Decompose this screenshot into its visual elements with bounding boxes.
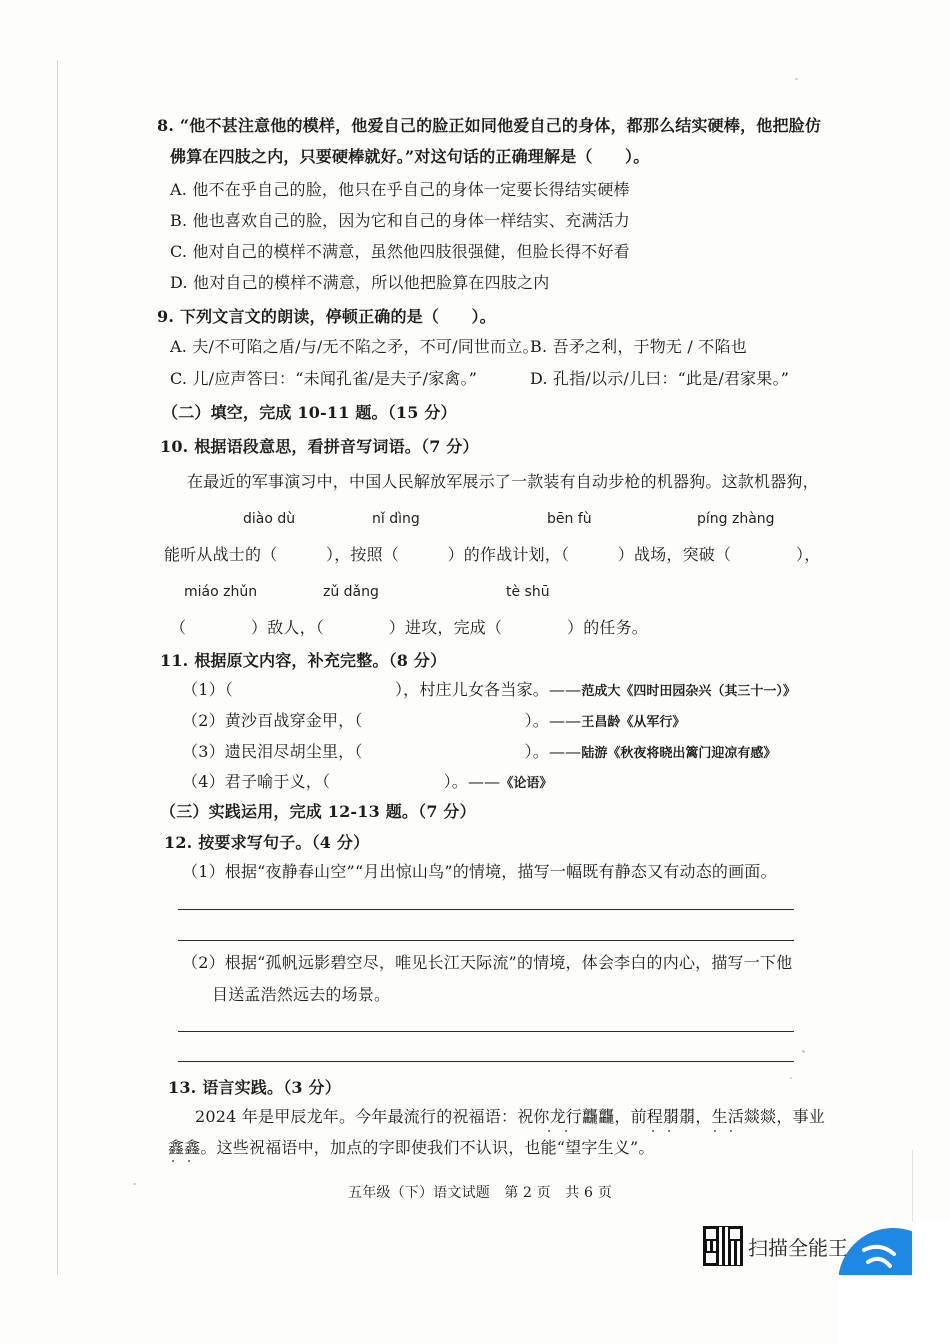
q10-intro: 在最近的军事演习中，中国人民解放军展示了一款装有自动步枪的机器狗。这款机器狗， [187, 472, 819, 491]
emphasis-dot [714, 1130, 716, 1132]
section-2-heading: （二）填空，完成 10-11 题。（15 分） [162, 403, 457, 422]
pinyin-miao-zhun: miáo zhǔn [184, 584, 258, 600]
page-footer: 五年级（下）语文试题 第 2 页 共 6 页 [348, 1185, 613, 1201]
scanner-app-label: 扫描全能王 [748, 1236, 848, 1260]
q10-line3: （ ）敌人，（ ）进攻，完成（ ）的任务。 [170, 618, 649, 637]
camscanner-logo-icon [860, 1244, 900, 1274]
q8-option-d: D. 他对自己的模样不满意，所以他把脸算在四肢之内 [170, 273, 550, 292]
q11-item-2-source: 王昌龄《从军行》 [581, 715, 686, 730]
q12-prompt-1: （1）根据“夜静春山空”“月出惊山鸟”的情境，描写一幅既有静态又有动态的画面。 [182, 862, 777, 881]
scan-speck [133, 1183, 136, 1185]
q10-stem: 10. 根据语段意思，看拼音写词语。（7 分） [160, 437, 479, 456]
q11-item-1-source: 范成大《四时田园杂兴（其三十一）》 [581, 684, 796, 699]
q12-prompt-2b: 目送孟浩然远去的场景。 [212, 985, 391, 1004]
pinyin-ben-fu: bēn fù [547, 511, 592, 527]
q11-item-3-text: （3）遗民泪尽胡尘里，（ ）。—— [182, 742, 582, 761]
emphasis-dot [668, 1130, 670, 1132]
scan-speck [790, 1077, 792, 1079]
q10-line2: 能听从战士的（ ），按照（ ）的作战计划，（ ）战场，突破（ ）， [164, 545, 821, 564]
q11-item-1-text: （1）（ ），村庄儿女各当家。—— [182, 680, 582, 699]
q11-item-4 [182, 772, 552, 794]
qr-code-icon [703, 1226, 743, 1266]
q11-item-2 [182, 711, 685, 733]
pinyin-ping-zhang: píng zhàng [697, 511, 775, 527]
q11-item-2-text: （2）黄沙百战穿金甲，（ ）。—— [182, 711, 582, 730]
qr-corner [704, 1251, 718, 1265]
q12-stem: 12. 按要求写句子。（4 分） [164, 833, 370, 852]
scan-edge-left [57, 60, 58, 1275]
q9-option-a: A. 夫/不可陷之盾/与/无不陷之矛，不可/同世而立。 [170, 337, 539, 356]
q11-item-1 [182, 680, 796, 702]
emphasis-dot [548, 1130, 550, 1132]
emphasis-dot [188, 1160, 190, 1162]
q8-option-b: B. 他也喜欢自己的脸，因为它和自己的身体一样结实、充满活力 [170, 211, 630, 230]
answer-line-1[interactable] [178, 909, 794, 910]
q9-option-c: C. 儿/应声答曰：“未闻孔雀/是夫子/家禽。” [170, 369, 478, 388]
q13-line2: 鑫鑫。这些祝福语中，加点的字即使我们不认识，也能“望字生义”。 [168, 1138, 655, 1157]
scan-speck [795, 78, 798, 80]
q9-option-b: B. 吾矛之利，于物无 / 不陷也 [530, 337, 747, 356]
answer-line-4[interactable] [178, 1061, 794, 1062]
q8-option-c: C. 他对自己的模样不满意，虽然他四肢很强健，但脸长得不好看 [170, 242, 630, 261]
qr-corner [728, 1227, 742, 1241]
q9-stem: 9. 下列文言文的朗读，停顿正确的是（ ）。 [157, 307, 496, 326]
section-3-heading: （三）实践运用，完成 12-13 题。（7 分） [160, 802, 476, 821]
emphasis-dot [652, 1130, 654, 1132]
emphasis-dot [565, 1130, 567, 1132]
pinyin-ni-ding: nǐ dìng [372, 511, 420, 527]
q8-line1: 8. “他不甚注意他的模样，他爱自己的脸正如同他爱自己的身体，都那么结实硬棒，他把脸仿 [157, 116, 822, 135]
q11-item-3 [182, 742, 776, 764]
q11-item-4-source: 《论语》 [500, 776, 553, 791]
q11-item-4-text: （4）君子喻于义，（ ）。—— [182, 772, 501, 791]
emphasis-dot [172, 1160, 174, 1162]
q13-stem: 13. 语言实践。（3 分） [168, 1078, 341, 1097]
q8-line2: 佛算在四肢之内，只要硬棒就好。”对这句话的正确理解是（ ）。 [170, 147, 650, 166]
scan-speck [802, 1050, 805, 1053]
q9-option-d: D. 孔指/以示/儿曰：“此是/君家果。” [530, 369, 790, 388]
q11-item-3-source: 陆游《秋夜将晓出篱门迎凉有感》 [581, 746, 777, 761]
answer-line-3[interactable] [178, 1031, 794, 1032]
q11-stem: 11. 根据原文内容，补充完整。（8 分） [160, 651, 447, 670]
q12-prompt-2a: （2）根据“孤帆远影碧空尽，唯见长江天际流”的情境，体会李白的内心，描写一下他 [182, 953, 793, 972]
pinyin-te-shu: tè shū [506, 584, 550, 600]
answer-line-2[interactable] [178, 940, 794, 941]
q8-option-a: A. 他不在乎自己的脸，他只在乎自己的身体一定要长得结实硬棒 [170, 180, 630, 199]
q13-line1: 2024 年是甲辰龙年。今年最流行的祝福语：祝你龙行龘龘，前程朤朤，生活燚燚，事业 [195, 1107, 826, 1126]
page-bottom-blank [838, 1275, 950, 1344]
pinyin-diao-du: diào dù [243, 511, 296, 527]
qr-corner [704, 1227, 718, 1241]
pinyin-zu-dang: zǔ dǎng [323, 584, 379, 600]
emphasis-dot [730, 1130, 732, 1132]
